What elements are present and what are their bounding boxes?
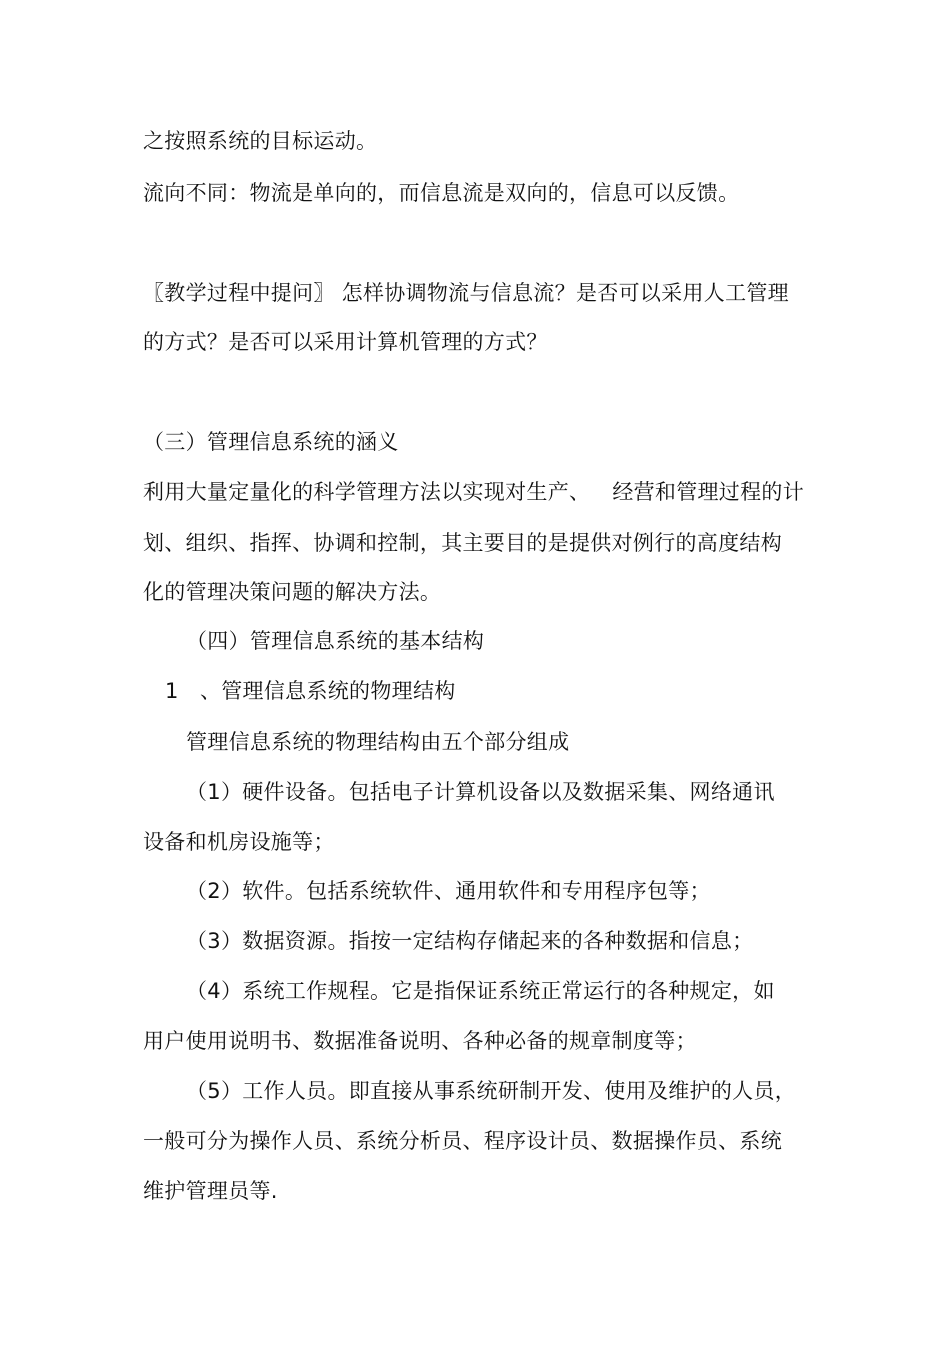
definition-line-1-part-b: 经营和管理过程的计 [612, 480, 805, 504]
item-4-line-1: （4）系统工作规程。它是指保证系统正常运行的各种规定，如 [186, 979, 775, 1003]
section-heading-4: （四）管理信息系统的基本结构 [186, 629, 485, 653]
item-4-line-2: 用户使用说明书、数据准备说明、各种必备的规章制度等； [143, 1029, 697, 1053]
definition-line-3: 化的管理决策问题的解决方法。 [143, 580, 442, 604]
item-5-line-1: （5）工作人员。即直接从事系统研制开发、使用及维护的人员， [186, 1079, 797, 1103]
item-1-line-2: 设备和机房设施等； [143, 830, 335, 854]
paragraph-line-2: 流向不同：物流是单向的，而信息流是双向的，信息可以反馈。 [143, 181, 740, 205]
definition-line-1 [143, 479, 804, 505]
subsection-heading-1: 1 、管理信息系统的物理结构 [165, 679, 456, 703]
item-3: （3）数据资源。指按一定结构存储起来的各种数据和信息； [186, 929, 754, 953]
definition-line-2: 划、组织、指挥、协调和控制，其主要目的是提供对例行的高度结构 [143, 531, 782, 555]
item-5-line-2: 一般可分为操作人员、系统分析员、程序设计员、数据操作员、系统 [143, 1129, 782, 1153]
question-line-1: 〖教学过程中提问〗 怎样协调物流与信息流？是否可以采用人工管理 [143, 281, 789, 305]
section-heading-3: （三）管理信息系统的涵义 [143, 430, 399, 454]
paragraph-line-1: 之按照系统的目标运动。 [143, 129, 378, 153]
item-5-line-3: 维护管理员等. [143, 1179, 278, 1203]
question-line-2: 的方式？是否可以采用计算机管理的方式？ [143, 330, 548, 354]
definition-line-1-part-a: 利用大量定量化的科学管理方法以实现对生产、 [143, 480, 591, 504]
item-2: （2）软件。包括系统软件、通用软件和专用程序包等； [186, 879, 711, 903]
structure-intro: 管理信息系统的物理结构由五个部分组成 [186, 730, 570, 754]
item-1-line-1: （1）硬件设备。包括电子计算机设备以及数据采集、网络通讯 [186, 780, 775, 804]
